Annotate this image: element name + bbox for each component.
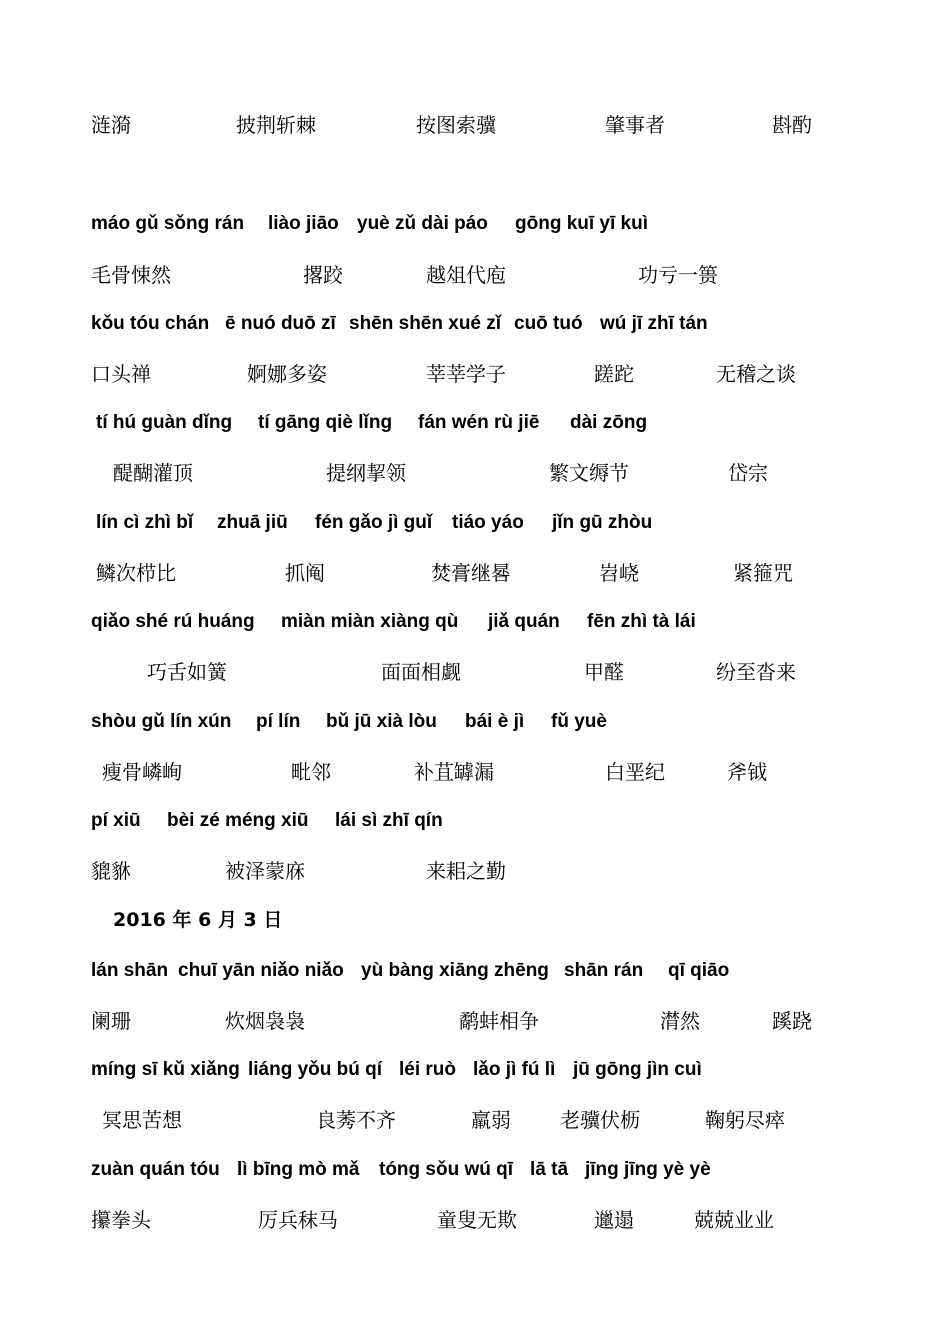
- pinyin: liáng yǒu bú qí: [248, 1059, 383, 1080]
- word: 肇事者: [605, 113, 665, 137]
- pinyin: yù bàng xiāng zhēng: [361, 960, 549, 981]
- word: 岱宗: [728, 461, 768, 485]
- pinyin: lì bīng mò mǎ: [237, 1159, 360, 1180]
- word: 白垩纪: [605, 760, 665, 784]
- word: 纷至沓来: [716, 660, 796, 684]
- word: 兢兢业业: [694, 1208, 774, 1232]
- pinyin: jīng jīng yè yè: [585, 1159, 711, 1180]
- pinyin: tiáo yáo: [452, 512, 524, 533]
- pinyin: wú jī zhī tán: [600, 313, 708, 334]
- word: 口头禅: [91, 362, 151, 386]
- word: 无稽之谈: [716, 362, 796, 386]
- word: 斧钺: [727, 760, 767, 784]
- word: 越俎代庖: [426, 263, 506, 287]
- word: 冥思苦想: [102, 1108, 182, 1132]
- pinyin: lái sì zhī qín: [335, 810, 443, 831]
- word: 焚膏继晷: [431, 561, 511, 585]
- word: 炊烟袅袅: [225, 1009, 305, 1033]
- word: 鹬蚌相争: [459, 1009, 539, 1033]
- pinyin: jū gōng jìn cuì: [573, 1059, 702, 1080]
- word: 瘦骨嶙峋: [102, 760, 182, 784]
- word: 蹉跎: [594, 362, 634, 386]
- pinyin: léi ruò: [399, 1059, 457, 1080]
- date-text: 2016 年 6 月 3 日: [113, 909, 283, 931]
- pinyin: liào jiāo: [268, 213, 339, 234]
- word: 提纲挈领: [326, 461, 406, 485]
- pinyin: qī qiāo: [668, 960, 730, 981]
- pinyin: shēn shēn xué zǐ: [349, 313, 502, 334]
- word: 涟漪: [91, 113, 131, 137]
- word: 毗邻: [291, 760, 331, 784]
- pinyin: míng sī kǔ xiǎng: [91, 1059, 240, 1080]
- pinyin: lín cì zhì bǐ: [96, 512, 194, 533]
- pinyin: zuàn quán tóu: [91, 1159, 220, 1180]
- word: 潸然: [660, 1009, 700, 1033]
- word: 岧峣: [599, 561, 639, 585]
- pinyin: ē nuó duō zī: [225, 313, 336, 334]
- word: 鞠躬尽瘁: [705, 1108, 785, 1132]
- word: 繁文缛节: [549, 461, 629, 485]
- pinyin: bèi zé méng xiū: [167, 810, 309, 831]
- pinyin: tóng sǒu wú qī: [379, 1159, 514, 1180]
- pinyin: fēn zhì tà lái: [587, 611, 696, 632]
- pinyin: máo gǔ sǒng rán: [91, 213, 245, 234]
- word: 补苴罅漏: [414, 760, 494, 784]
- pinyin: chuī yān niǎo niǎo: [178, 960, 344, 981]
- word: 邋遢: [594, 1208, 634, 1232]
- pinyin: cuō tuó: [514, 313, 583, 334]
- pinyin: lán shān: [91, 960, 169, 981]
- word: 披荆斩棘: [236, 113, 316, 137]
- word: 巧舌如簧: [147, 660, 227, 684]
- pinyin: tí gāng qiè lǐng: [258, 412, 393, 433]
- word: 斟酌: [772, 113, 812, 137]
- word: 紧箍咒: [733, 561, 793, 585]
- word: 面面相觑: [381, 660, 461, 684]
- pinyin: jiǎ quán: [488, 611, 560, 632]
- pinyin: bǔ jū xià lòu: [326, 711, 437, 732]
- word: 甲醛: [584, 660, 624, 684]
- word: 按图索骥: [416, 113, 496, 137]
- pinyin: tí hú guàn dǐng: [96, 412, 233, 433]
- word: 抓阄: [285, 561, 325, 585]
- word: 功亏一篑: [638, 263, 718, 287]
- word: 毛骨悚然: [91, 263, 171, 287]
- word: 阑珊: [91, 1009, 131, 1033]
- word: 厉兵秣马: [258, 1208, 338, 1232]
- word: 蹊跷: [772, 1009, 812, 1033]
- pinyin: bái è jì: [465, 711, 525, 732]
- pinyin: lā tā: [530, 1159, 569, 1180]
- word: 醍醐灌顶: [113, 461, 193, 485]
- word: 莘莘学子: [426, 362, 506, 386]
- pinyin: shān rán: [564, 960, 644, 981]
- word: 被泽蒙庥: [225, 859, 305, 883]
- pinyin: zhuā jiū: [217, 512, 288, 533]
- word: 童叟无欺: [437, 1208, 517, 1232]
- word: 羸弱: [471, 1108, 511, 1132]
- pinyin: yuè zǔ dài páo: [357, 213, 488, 234]
- pinyin: shòu gǔ lín xún: [91, 711, 232, 732]
- pinyin: lǎo jì fú lì: [473, 1059, 556, 1080]
- pinyin: fǔ yuè: [551, 711, 607, 732]
- word: 老骥伏枥: [560, 1108, 640, 1132]
- pinyin: miàn miàn xiàng qù: [281, 611, 459, 632]
- word: 鳞次栉比: [96, 561, 176, 585]
- word: 貔貅: [91, 859, 131, 883]
- word: 来耜之勤: [426, 859, 506, 883]
- pinyin: pí lín: [256, 711, 301, 732]
- pinyin: jǐn gū zhòu: [552, 512, 653, 533]
- word: 婀娜多姿: [247, 362, 327, 386]
- pinyin: fán wén rù jiē: [418, 412, 540, 433]
- pinyin: pí xiū: [91, 810, 141, 831]
- pinyin: gōng kuī yī kuì: [515, 213, 649, 234]
- word: 攥拳头: [91, 1208, 151, 1232]
- pinyin: dài zōng: [570, 412, 648, 433]
- word: 良莠不齐: [316, 1108, 396, 1132]
- pinyin: qiǎo shé rú huáng: [91, 611, 255, 632]
- word: 撂跤: [303, 263, 343, 287]
- pinyin: fén gǎo jì guǐ: [315, 512, 433, 533]
- pinyin: kǒu tóu chán: [91, 313, 210, 334]
